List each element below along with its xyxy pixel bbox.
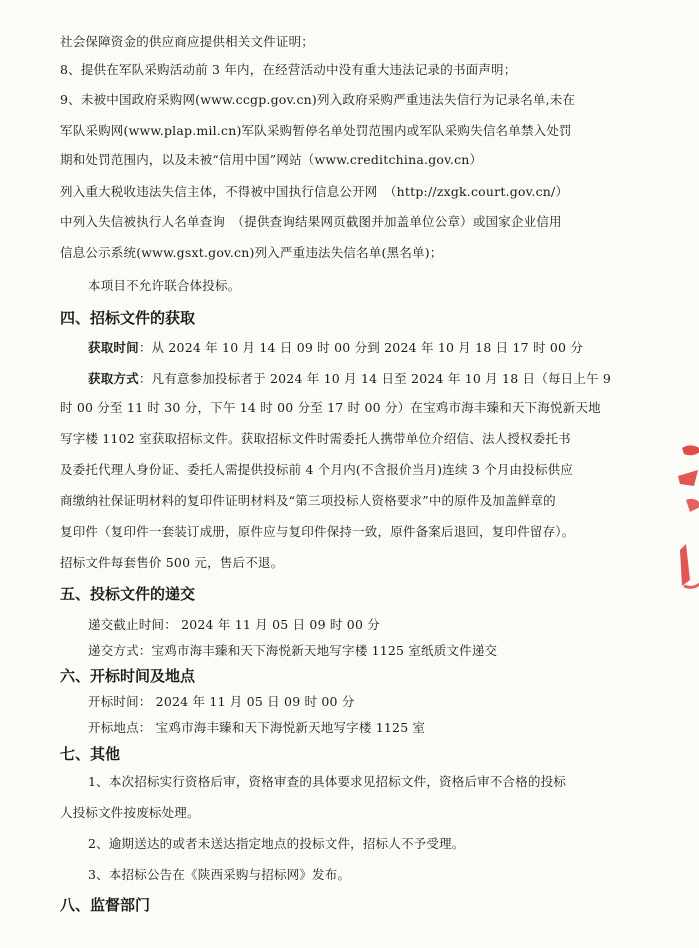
field-label: 获取时间 [88,340,139,355]
text-line [88,371,688,387]
section-heading: 八、监督部门 [60,896,151,914]
text-line: 开标时间： 2024 年 11 月 05 日 09 时 00 分 [88,694,355,709]
text-line: 商缴纳社保证明材料的复印件证明材料及“第三项投标人资格要求”中的原件及加盖鲜章的 [60,493,556,508]
text-line: 8、提供在军队采购活动前 3 年内，在经营活动中没有重大违法记录的书面声明； [60,62,517,77]
text-line: 招标文件每套售价 500 元，售后不退。 [60,555,284,570]
text-line: 写字楼 1102 室获取招标文件。获取招标文件时需委托人携带单位介绍信、法人授权委托书 [60,431,571,446]
text-line [88,340,688,356]
section-heading: 七、其他 [60,745,121,763]
text-line: 期和处罚范围内，以及未被“信用中国”网站（www.creditchina.gov.cn） [60,152,483,167]
text-line: 社会保障资金的供应商应提供相关文件证明； [60,34,315,49]
section-heading: 六、开标时间及地点 [60,667,196,685]
text-line: 列入重大税收违法失信主体，不得被中国执行信息公开网 （http://zxgk.court.gov.cn/） [60,184,569,199]
text-line: 递交方式：宝鸡市海丰臻和天下海悦新天地写字楼 1125 室纸质文件递交 [88,643,498,658]
text-line: 时 00 分至 11 时 30 分，下午 14 时 00 分至 17 时 00 分）在宝鸡市海丰臻和天下海悦新天地 [60,400,601,415]
text-line: 及委托代理人身份证、委托人需提供投标前 4 个月内(不含报价当月)连续 3 个月由投标供应 [60,462,574,477]
section-heading: 五、投标文件的递交 [60,585,196,603]
text-line: 9、未被中国政府采购网(www.ccgp.gov.cn)列入政府采购严重违法失信行为记录名单,未在 [60,92,576,107]
text-line: 递交截止时间： 2024 年 11 月 05 日 09 时 00 分 [88,617,380,632]
field-value: ：从 2024 年 10 月 14 日 09 时 00 分到 2024 年 10 月 18 日 17 时 00 分 [138,340,584,355]
text-line: 信息公示系统(www.gsxt.gov.cn)列入严重违法失信名单(黑名单)； [60,245,443,260]
section-heading: 四、招标文件的获取 [60,309,196,327]
text-line: 1、本次招标实行资格后审，资格审查的具体要求见招标文件，资格后审不合格的投标 [88,774,567,789]
text-line: 中列入失信被执行人名单查询 （提供查询结果网页截图并加盖单位公章）或国家企业信用 [60,214,562,229]
text-line: 3、本招标公告在《陕西采购与招标网》发布。 [88,867,351,882]
text-line: 复印件（复印件一套装订成册，原件应与复印件保持一致，原件备案后退回，复印件留存）。 [60,524,575,539]
seal-stamp-icon [672,440,699,600]
text-line: 开标地点： 宝鸡市海丰臻和天下海悦新天地写字楼 1125 室 [88,720,426,735]
text-line: 2、逾期送达的或者未送达指定地点的投标文件，招标人不予受理。 [88,836,465,851]
text-line: 本项目不允许联合体投标。 [88,278,241,293]
text-line: 军队采购网(www.plap.mil.cn)军队采购暂停名单处罚范围内或军队采购失信名单禁入处罚 [60,123,572,138]
field-value: ：凡有意参加投标者于 2024 年 10 月 14 日至 2024 年 10 月 18 日（每日上午 9 [138,371,612,386]
field-label: 获取方式 [88,371,139,386]
text-line: 人投标文件按废标处理。 [60,805,200,820]
